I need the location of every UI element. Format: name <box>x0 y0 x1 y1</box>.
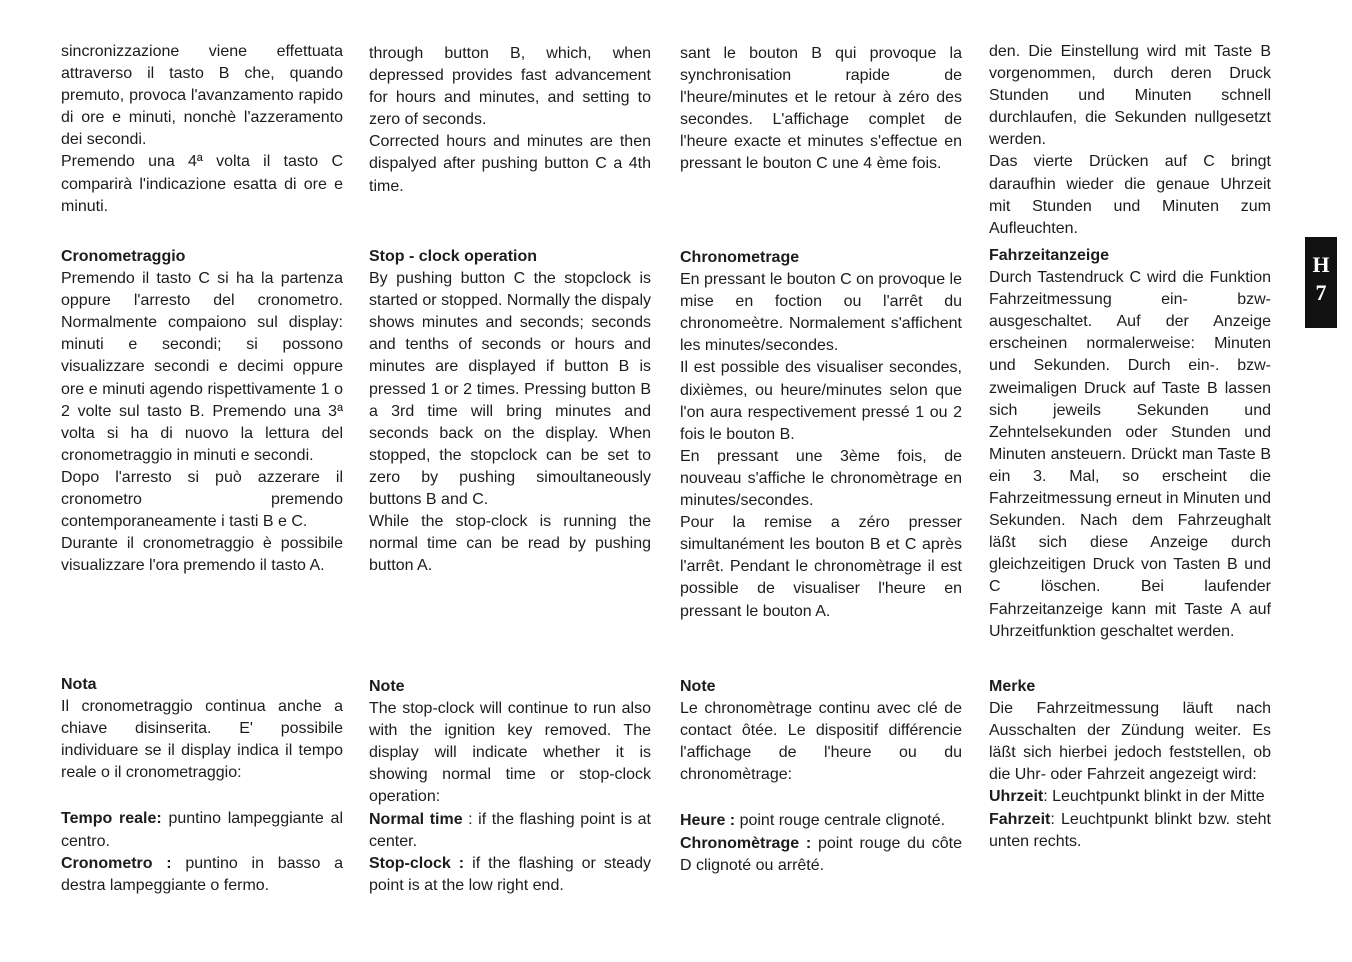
note-section <box>989 676 1271 853</box>
intro-paragraph-2: Premendo una 4ª volta il tasto C comparirà l'indicazione esatta di ore e minuti. <box>61 153 343 215</box>
display-item-value: puntino in basso a destra lampeggiante o fermo. <box>61 854 344 894</box>
note-section <box>61 674 343 897</box>
display-item-1 <box>61 808 343 852</box>
note-paragraph: Le chronomètrage continu avec clé de contact ôtée. Le dispositif différencie l'affichage de l'heure ou du chronomètrage: <box>680 700 962 784</box>
section-heading: Stop - clock operation <box>369 248 538 265</box>
chrono-section <box>989 245 1271 643</box>
display-item-label: Cronometro : <box>61 854 172 872</box>
note-section <box>369 676 651 897</box>
chrono-section <box>680 247 962 623</box>
note-paragraph: Die Fahrzeitmessung läuft nach Ausschalten der Zündung weiter. Es läßt sich hierbei jedoch feststellen, ob die Uhr- oder Fahrzeit angezeigt wird: <box>989 700 1271 784</box>
display-item-2 <box>680 833 962 877</box>
chrono-paragraph-4: Pour la remise a zéro presser simultanément les bouton B et C après l'arrêt. Pendant le chronomètrage il est possible de visualiser l'heure en pressant le bouton A. <box>680 514 962 620</box>
intro-section <box>989 41 1271 240</box>
chrono-paragraph-3: Durante il cronometraggio è possibile visualizzare l'ora premendo il tasto A. <box>61 535 343 575</box>
display-item-label: Normal time <box>369 810 463 828</box>
display-item-value: : Leuchtpunkt blinkt bzw. steht unten rechts. <box>989 810 1271 850</box>
section-tab-marker <box>1305 237 1337 328</box>
intro-paragraph: sincronizzazione viene effettuata attraverso il tasto B che, quando premuto, provoca l'avanzamento rapido di ore e minuti, nonchè l'azzeramento dei secondi. <box>61 43 343 149</box>
display-item-2 <box>369 853 651 897</box>
display-item-label: Tempo reale: <box>61 810 162 828</box>
intro-paragraph: den. Die Einstellung wird mit Taste B vorgenommen, durch deren Druck Stunden und Minuten schnell durchlaufen, die Sekunden nullgesetzt werden. <box>989 43 1271 149</box>
chrono-section <box>61 246 343 577</box>
display-item-value: : Leuchtpunkt blinkt in der Mitte <box>1043 788 1265 806</box>
display-item-label: Fahrzeit <box>989 810 1051 828</box>
display-item-value: puntino lampeggiante al centro. <box>61 810 343 850</box>
display-item-label: Stop-clock : <box>369 854 465 872</box>
chrono-paragraph: Durch Tastendruck C wird die Funktion Fahrzeitmessung ein- bzw- ausgeschaltet. Auf der Anzeige erscheinen normalerweise: Minuten und Sekunden. Durch ein-. bzw- zweimaligen Druck auf Taste B lassen sich jeweils Sekunden und Zehntelsekunden oder Stunden und Minuten ansteuern. Drückt man Taste B ein 3. Mal, so erscheint die Fahrzeitmessung erneut in Minuten und Sekunden. Nach dem Fahrzeughalt läßt sich diese Anzeige durch gleichzeitigen Druck von Tasten B und C löschen. Bei laufender Fahrzeitanzeige kann mit Taste A auf Uhrzeitfunktion geschaltet werden. <box>989 269 1271 640</box>
intro-section <box>680 43 962 176</box>
display-item-label: Heure : <box>680 812 736 830</box>
note-heading: Note <box>369 678 405 695</box>
chrono-section <box>369 246 651 577</box>
display-item-1 <box>369 809 651 853</box>
note-paragraph: The stop-clock will continue to run also with the ignition key removed. The display will indicate whether it is showing normal time or stop-clock operation: <box>369 700 651 806</box>
chrono-paragraph-2: Il est possible des visualiser secondes, dixièmes, ou heure/minutes selon que l'on aura respectivement pressé 1 ou 2 fois le bouton B. <box>680 359 962 443</box>
chrono-paragraph: By pushing button C the stopclock is started or stopped. Normally the dispaly shows minutes and seconds; seconds and tenths of seconds or hours and minutes are displayed if button B is pressed 1 or 2 times. Pressing button B a 3rd time will bring minutes and seconds back on the display. When stopped, the stopclock can be set to zero by pushing simoultaneously buttons B and C. <box>369 270 651 509</box>
note-heading: Note <box>680 678 716 695</box>
tab-letter: H <box>1312 252 1330 277</box>
section-heading: Fahrzeitanzeige <box>989 247 1110 264</box>
chrono-paragraph: En pressant le bouton C on provoque le mise en foction ou l'arrêt du chronomeètre. Normalement s'affichent les minutes/secondes. <box>680 271 962 355</box>
display-item-value: point rouge centrale clignoté. <box>735 812 946 830</box>
display-item-2 <box>61 853 343 897</box>
note-heading: Merke <box>989 678 1036 695</box>
intro-paragraph-2: Corrected hours and minutes are then dispalyed after pushing button C a 4th time. <box>369 133 651 195</box>
display-item-value: point rouge du côte D clignoté ou arrêté. <box>680 834 962 874</box>
intro-paragraph: sant le bouton B qui provoque la synchronisation rapide de l'heure/minutes et le retour à zéro des secondes. L'affichage complet de l'heure exacte et minutes s'effectue en pressant le bouton C une 4 ème fois. <box>680 45 962 173</box>
chrono-paragraph-3: En pressant une 3ème fois, de nouveau s'affiche le chronomètrage en minutes/secondes. <box>680 447 962 510</box>
section-heading: Cronometraggio <box>61 248 186 265</box>
intro-section <box>369 43 651 198</box>
intro-paragraph: through button B, which, when depressed provides fast advancement for hours and minutes, and setting to zero of seconds. <box>369 45 651 129</box>
note-heading: Nota <box>61 676 97 693</box>
chrono-paragraph: Premendo il tasto C si ha la partenza oppure l'arresto del cronometro. Normalmente compaiono sul display: minuti e secondi; si possono visualizzare secondi e decimi oppure ore e minuti agendo rispettivamente 1 o 2 volte sul tasto B. Premendo una 3ª volta si ha di nuovo la lettura del cronometraggio in minuti e secondi. <box>61 270 343 464</box>
display-item-1 <box>989 786 1271 808</box>
intro-paragraph-2: Das vierte Drücken auf C bringt daraufhin wieder die genaue Uhrzeit mit Stunden und Minuten zum Aufleuchten. <box>989 153 1271 237</box>
chrono-paragraph-2: Dopo l'arresto si può azzerare il cronometro premendo contemporaneamente i tasti B e C. <box>61 468 343 531</box>
display-item-label: Uhrzeit <box>989 788 1044 806</box>
note-section <box>680 676 962 877</box>
display-item-value: : if the flashing point is at center. <box>369 810 652 850</box>
display-item-2 <box>989 809 1271 853</box>
tab-number: 7 <box>1315 280 1327 305</box>
display-item-label: Chronomètrage : <box>680 834 812 852</box>
section-heading: Chronometrage <box>680 249 800 266</box>
display-item-value: if the flashing or steady point is at the low right end. <box>369 854 652 894</box>
chrono-paragraph-2: While the stop-clock is running the normal time can be read by pushing button A. <box>369 513 651 575</box>
display-item-1 <box>680 810 962 832</box>
note-paragraph: Il cronometraggio continua anche a chiave disinserita. E' possibile individuare se il display indica il tempo reale o il cronometraggio: <box>61 698 343 782</box>
intro-section <box>61 41 343 218</box>
